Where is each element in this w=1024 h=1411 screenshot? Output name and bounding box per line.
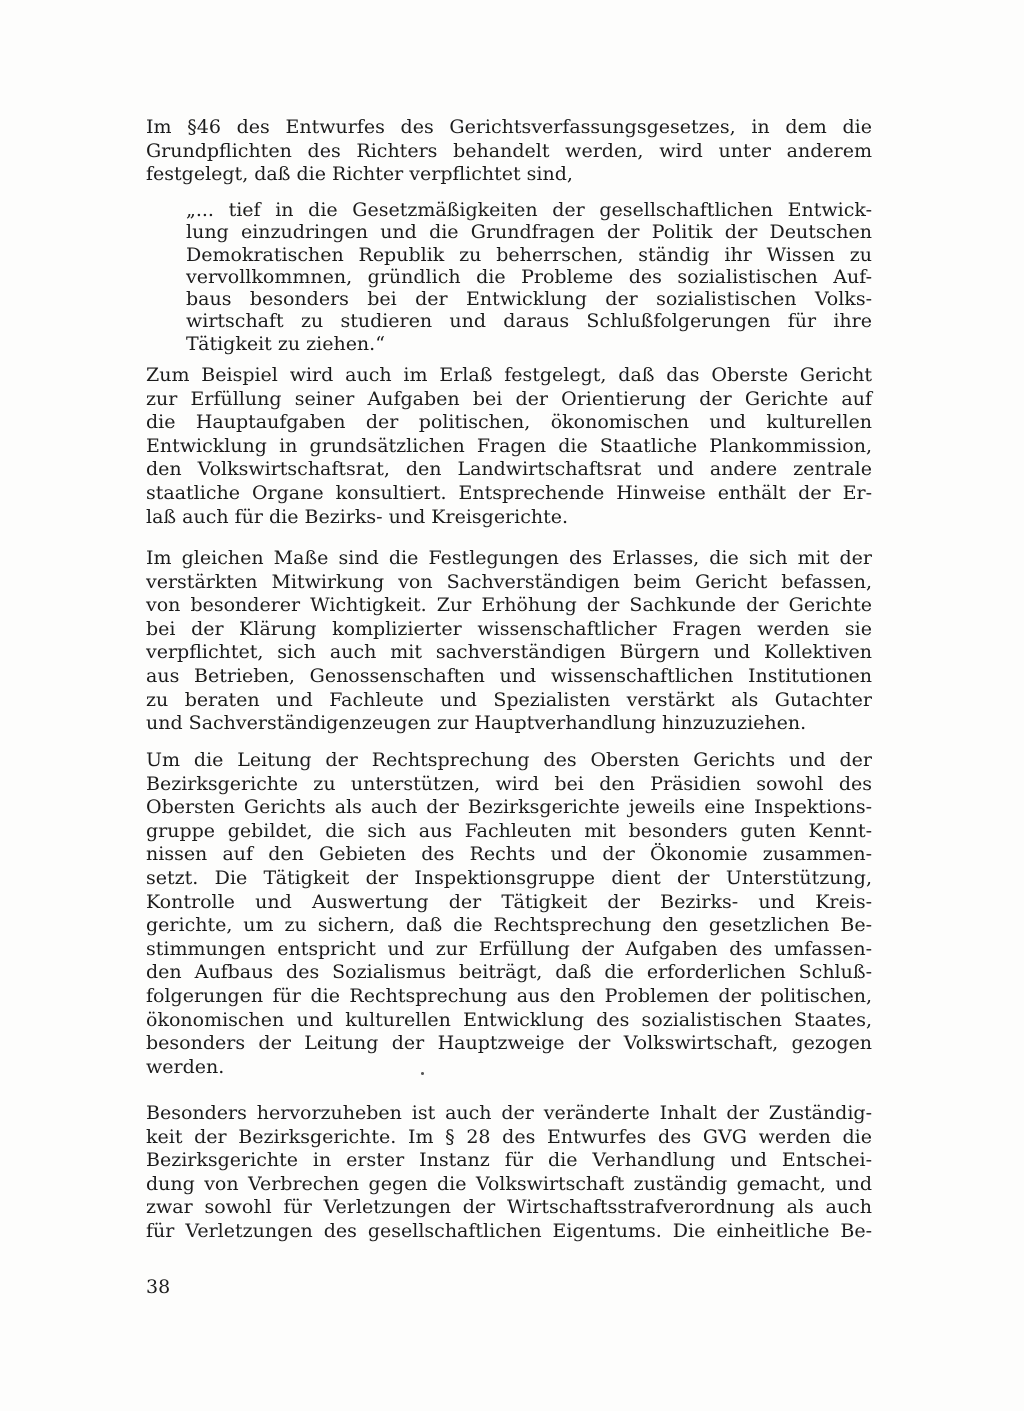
paragraph-line: zu beraten und Fachleute und Spezialisten verstärkt als Gutachter — [146, 688, 872, 711]
page-number: 38 — [146, 1276, 171, 1298]
paragraph-line: stimmungen entspricht und zur Erfüllung der Aufgaben des umfassen- — [146, 937, 872, 960]
paragraph-line: staatliche Organe konsultiert. Entsprechende Hinweise enthält der Er- — [146, 481, 872, 504]
paragraph-line: Obersten Gerichts als auch der Bezirksgerichte jeweils eine Inspektions- — [146, 796, 872, 819]
paragraph-line: keit der Bezirksgerichte. Im § 28 des Entwurfes des GVG werden die — [146, 1125, 872, 1148]
quote-line: „... tief in die Gesetzmäßigkeiten der gesellschaftlichen Entwick- — [186, 199, 872, 221]
paragraph-line: setzt. Die Tätigkeit der Inspektionsgruppe dient der Unterstützung, — [146, 866, 872, 889]
paragraph-line: verpflichtet, sich auch mit sachverständigen Bürgern und Kollektiven — [146, 641, 872, 664]
paragraph-line: Zum Beispiel wird auch im Erlaß festgelegt, daß das Oberste Gericht — [146, 364, 872, 386]
paragraph-line: die Hauptaufgaben der politischen, ökonomischen und kulturellen — [146, 411, 872, 434]
paragraph-line: werden. — [146, 1055, 225, 1078]
paragraph-line: festgelegt, daß die Richter verpflichtet sind, — [146, 163, 573, 186]
paragraph-line: Bezirksgerichte zu unterstützen, wird bei den Präsidien sowohl des — [146, 772, 872, 795]
quote-line: vervollkommnen, gründlich die Probleme des sozialistischen Auf- — [186, 265, 872, 288]
paragraph-1 — [146, 116, 872, 187]
paragraph-line: Bezirksgerichte in erster Instanz für die Verhandlung und Entschei- — [146, 1149, 872, 1172]
paragraph-5 — [146, 1102, 872, 1244]
quote-line: Tätigkeit zu ziehen.“ — [186, 332, 385, 355]
paragraph-line: und Sachverständigenzeugen zur Hauptverhandlung hinzuzuziehen. — [146, 712, 807, 735]
paragraph-line: dung von Verbrechen gegen die Volkswirtschaft zuständig gemacht, und — [146, 1172, 872, 1195]
paragraph-line: besonders der Leitung der Hauptzweige der Volkswirtschaft, gezogen — [146, 1032, 872, 1055]
paragraph-2 — [146, 364, 872, 529]
paragraph-3 — [146, 547, 872, 736]
quote-line: wirtschaft zu studieren und daraus Schlußfolgerungen für ihre — [186, 310, 872, 333]
paragraph-line: laß auch für die Bezirks- und Kreisgerichte. — [146, 505, 569, 528]
paragraph-line: verstärkten Mitwirkung von Sachverständigen beim Gericht befassen, — [146, 570, 872, 593]
paragraph-line: Im §46 des Entwurfes des Gerichtsverfassungsgesetzes, in dem die — [146, 116, 872, 138]
block-quote — [186, 199, 872, 355]
paragraph-line: aus Betrieben, Genossenschaften und wissenschaftlichen Institutionen — [146, 664, 872, 687]
paragraph-line: den Volkswirtschaftsrat, den Landwirtschaftsrat und andere zentrale — [146, 458, 872, 481]
paragraph-line: für Verletzungen des gesellschaftlichen Eigentums. Die einheitliche Be- — [146, 1219, 872, 1242]
paragraph-line: zur Erfüllung seiner Aufgaben bei der Orientierung der Gerichte auf — [146, 387, 872, 410]
paragraph-line: Entwicklung in grundsätzlichen Fragen die Staatliche Plankommission, — [146, 434, 872, 457]
paragraph-line: Grundpflichten des Richters behandelt werden, wird unter anderem — [146, 139, 872, 162]
paragraph-line: den Aufbaus des Sozialismus beiträgt, daß die erforderlichen Schluß- — [146, 961, 872, 984]
paragraph-line: bei der Klärung komplizierter wissenschaftlicher Fragen werden sie — [146, 617, 872, 640]
paragraph-line: Im gleichen Maße sind die Festlegungen des Erlasses, die sich mit der — [146, 547, 872, 569]
paragraph-line: nissen auf den Gebieten des Rechts und der Ökonomie zusammen- — [146, 843, 872, 866]
paragraph-line: Kontrolle und Auswertung der Tätigkeit der Bezirks- und Kreis- — [146, 890, 872, 913]
paragraph-4 — [146, 749, 872, 1079]
quote-line: baus besonders bei der Entwicklung der sozialistischen Volks- — [186, 288, 872, 311]
quote-line: Demokratischen Republik zu beherrschen, ständig ihr Wissen zu — [186, 243, 872, 266]
quote-line: lung einzudringen und die Grundfragen der Politik der Deutschen — [186, 221, 872, 244]
paragraph-line: Besonders hervorzuheben ist auch der veränderte Inhalt der Zuständig- — [146, 1102, 872, 1124]
paragraph-line: folgerungen für die Rechtsprechung aus den Problemen der politischen, — [146, 984, 872, 1007]
paragraph-line: von besonderer Wichtigkeit. Zur Erhöhung der Sachkunde der Gerichte — [146, 594, 872, 617]
paragraph-line: gruppe gebildet, die sich aus Fachleuten mit besonders guten Kennt- — [146, 819, 872, 842]
paragraph-line: Um die Leitung der Rechtsprechung des Obersten Gerichts und der — [146, 749, 872, 771]
print-speck — [421, 1072, 424, 1075]
paragraph-line: gerichte, um zu sichern, daß die Rechtsprechung den gesetzlichen Be- — [146, 914, 872, 937]
paragraph-line: zwar sowohl für Verletzungen der Wirtschaftsstrafverordnung als auch — [146, 1196, 872, 1219]
paragraph-line: ökonomischen und kulturellen Entwicklung des sozialistischen Staates, — [146, 1008, 872, 1031]
